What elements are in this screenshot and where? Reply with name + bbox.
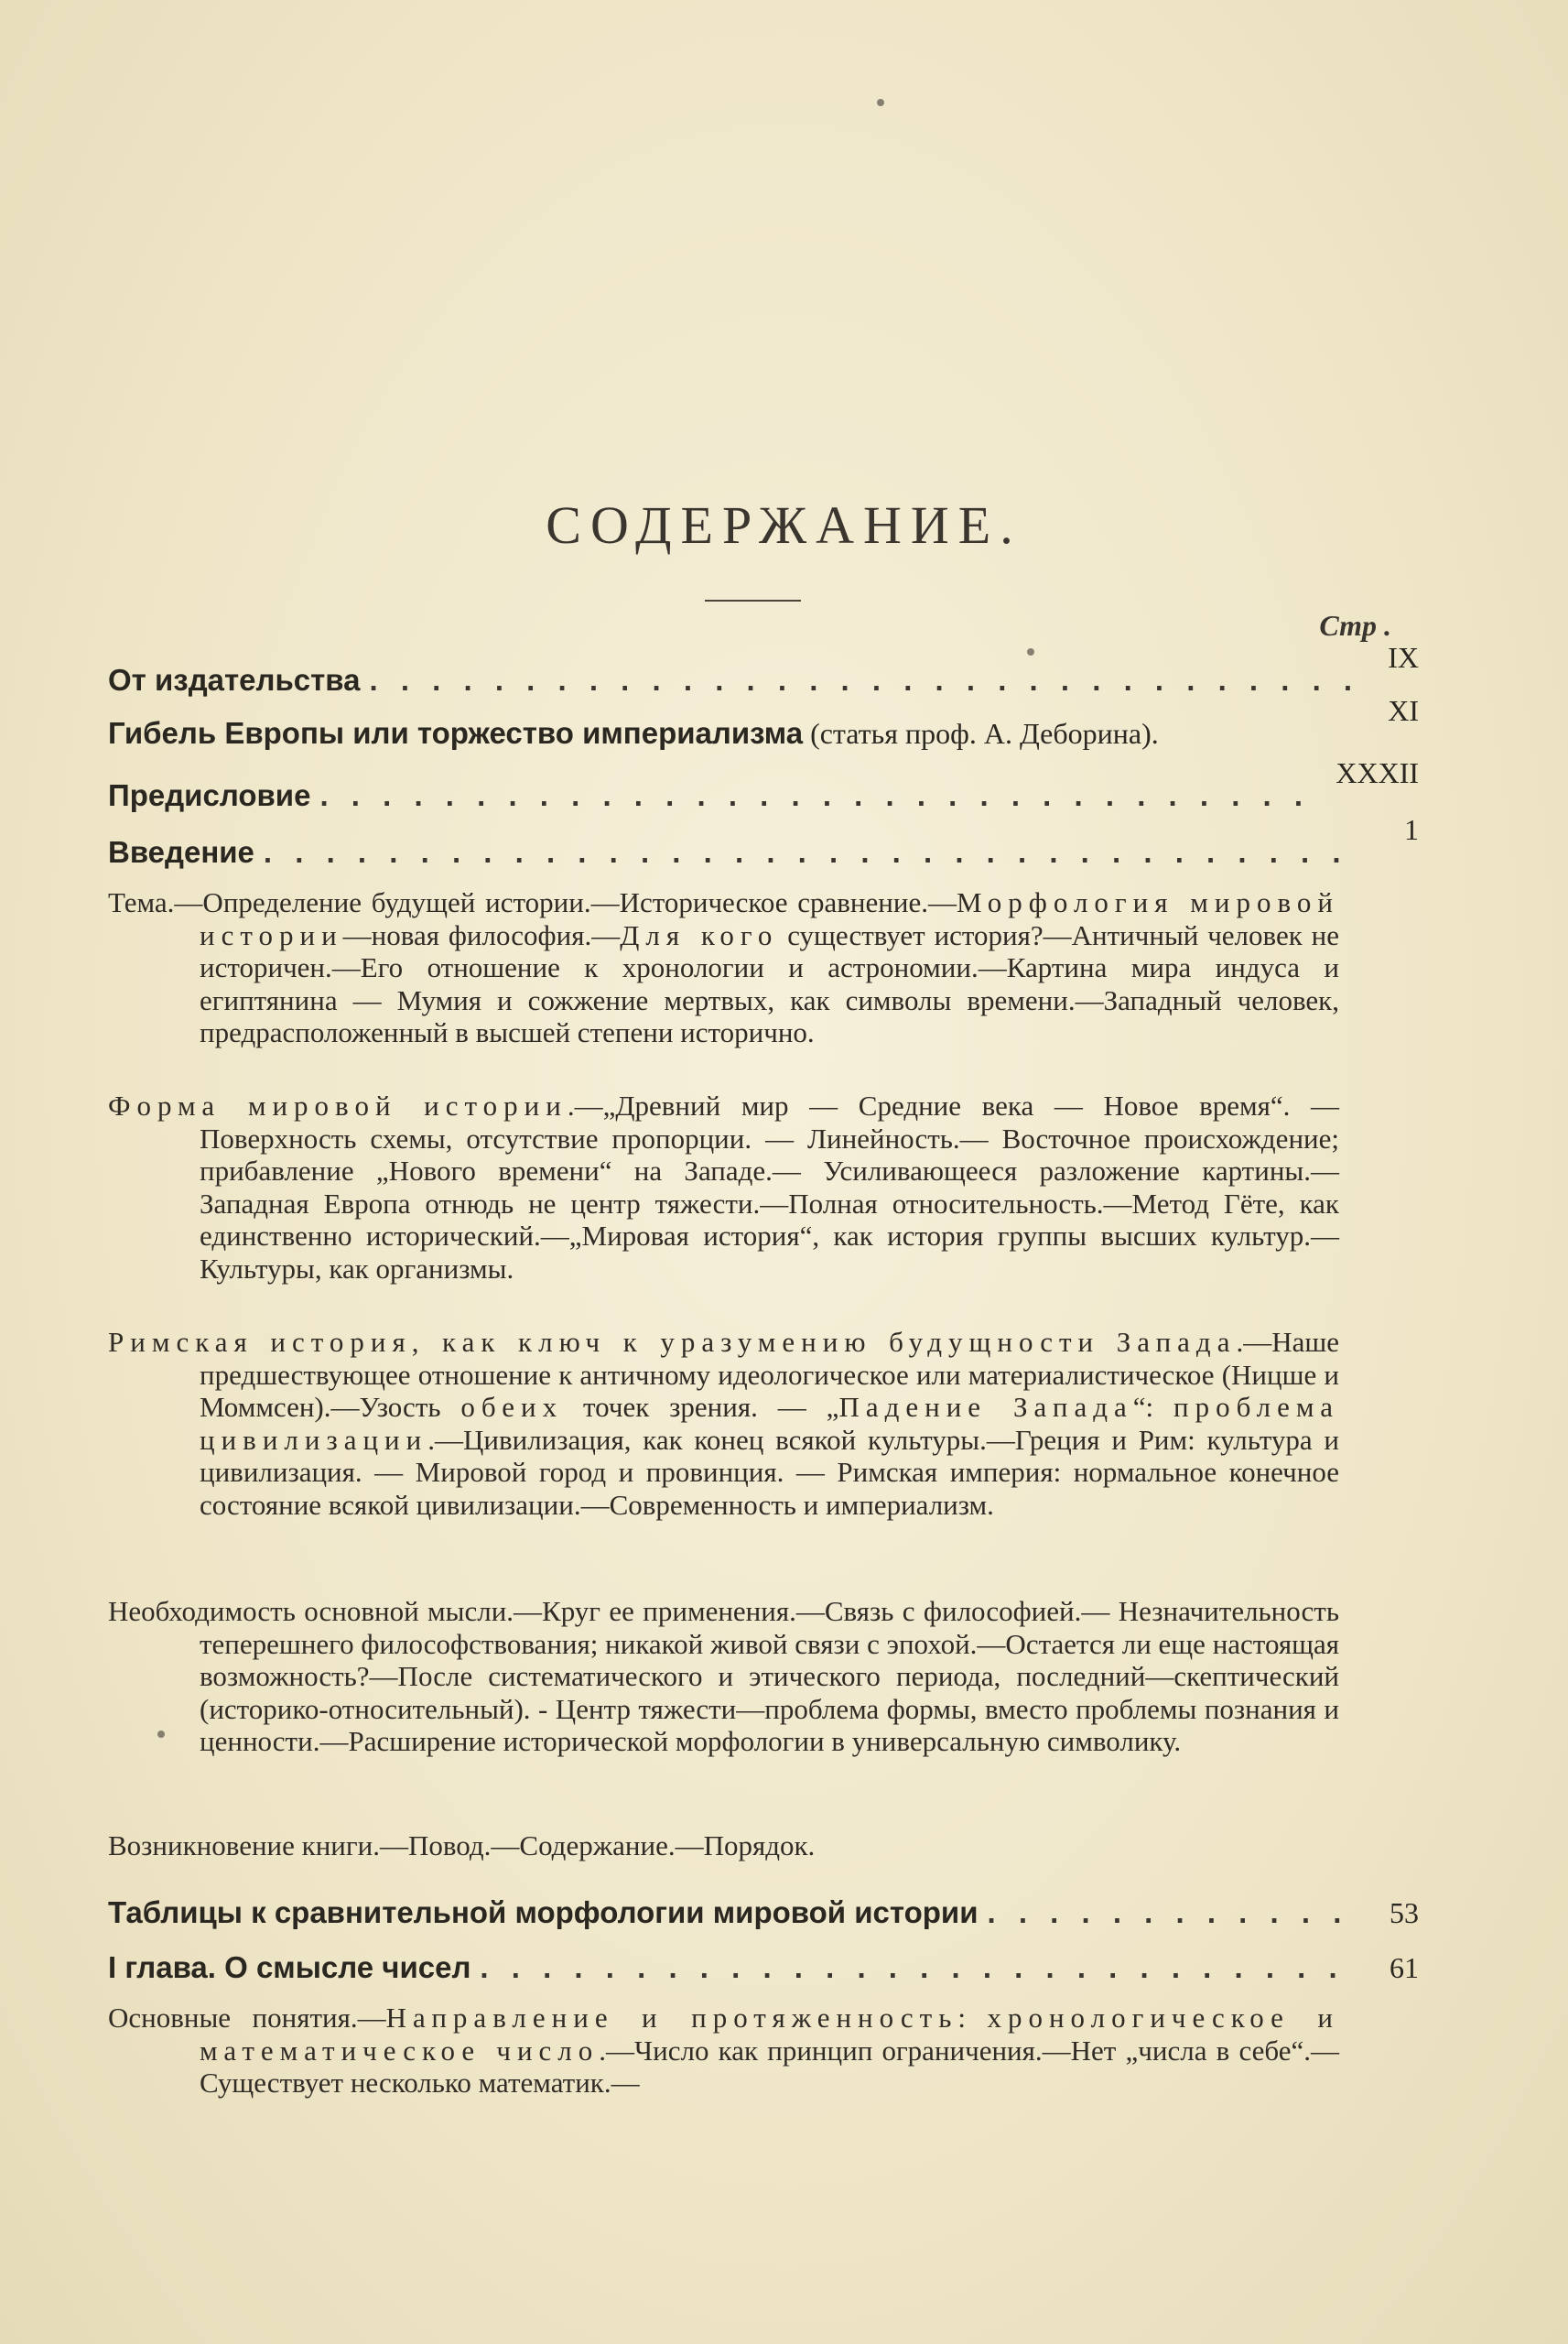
paper-speck bbox=[877, 99, 884, 106]
paper-speck bbox=[1027, 648, 1034, 656]
leader-dots bbox=[480, 1950, 1355, 1985]
leader-dots bbox=[319, 778, 1326, 813]
toc-entry-gibel bbox=[108, 694, 1419, 751]
intro-description-rome: Римская история, как ключ к уразумению будущности Запада.—Наше предшествующее отношение к античному идеологическое или материалистическое (Ницше и Моммсен).—Узость обеих точек зрения. — „Падение Запада“: проблема цивилизации.—Цивилизация, как конец всякой культуры.—Греция и Рим: культура и цивилизация. — Мировой город и провинция. — Римская империя: нормальное конечное состояние всякой цивилизации.—Современность и империализм. bbox=[108, 1326, 1340, 1521]
page-title: СОДЕРЖАНИЕ. bbox=[546, 495, 1022, 555]
toc-entry-publisher bbox=[108, 641, 1419, 698]
toc-entry-label: Введение bbox=[108, 835, 254, 869]
toc-entry-label: Гибель Европы или торжество империализма bbox=[108, 716, 804, 750]
toc-entry-label: Таблицы к сравнительной морфологии мировой истории bbox=[108, 1895, 979, 1929]
toc-entry-intro bbox=[108, 813, 1419, 870]
toc-entry-page: 53 bbox=[1390, 1896, 1419, 1929]
toc-entry-page: XXXII bbox=[1336, 756, 1419, 789]
chapter1-description: Основные понятия.—Направление и протяженность: хронологическое и математическое число.—Число как принцип ограничения.—Нет „числа в себе“.—Существует несколько математик.— bbox=[108, 2002, 1339, 2099]
intro-description-origin: Возникновение книги.—Повод.—Содержание.—Порядок. bbox=[108, 1829, 816, 1861]
toc-entry-label: I глава. О смысле чисел bbox=[108, 1950, 471, 1984]
intro-description-form: Форма мировой истории.—„Древний мир — Средние века — Новое время“. — Поверхность схемы, отсутствие пропорции. — Линейность.— Восточное происхождение; прибавление „Нового времени“ на Западе.— Усиливающееся разложение картины.—Западная Европа отнюдь не центр тяжести.—Полная относительность.—Метод Гёте, как единственно исторический.—„Мировая история“, как история группы высших культур.— Культуры, как организмы. bbox=[108, 1090, 1339, 1285]
intro-description-theme: Тема.—Определение будущей истории.—Историческое сравнение.—Морфология мировой истории—новая философия.—Для кого существует история?—Античный человек не историчен.—Его отношение к хронологии и астрономии.—Картина мира индуса и египтянина — Мумия и сожжение мертвых, как символы времени.—Западный человек, предрасположенный в высшей степени исторично. bbox=[108, 886, 1339, 1048]
toc-entry-page: 61 bbox=[1390, 1951, 1419, 1984]
toc-entry-tables bbox=[108, 1884, 1419, 1930]
leader-dots bbox=[987, 1895, 1355, 1930]
toc-entry-subtitle: (статья проф. А. Деборина). bbox=[810, 717, 1159, 750]
paper-speck bbox=[157, 1731, 165, 1738]
intro-description-necessity: Необходимость основной мысли.—Круг ее применения.—Связь с философией.— Незначительность теперешнего философствования; никакой живой связи с эпохой.—Остается ли еще настоящая возможность?—После систематического и этического периода, последний—скептический (историко-относительный). - Центр тяжести—проблема формы, вместо проблемы познания и ценности.—Расширение исторической морфологии в универсальную символику. bbox=[108, 1595, 1339, 1757]
leader-dots bbox=[264, 835, 1355, 870]
toc-entry-label: Предисловие bbox=[108, 778, 311, 812]
toc-entry-chapter1 bbox=[108, 1939, 1419, 1985]
toc-entry-page: XI bbox=[1388, 694, 1419, 727]
toc-entry-page: IX bbox=[1388, 641, 1419, 674]
leader-dots bbox=[369, 663, 1355, 698]
toc-entry-preface bbox=[108, 756, 1419, 813]
page-column-header: Стр . bbox=[1319, 609, 1391, 642]
toc-entry-label: От издательства bbox=[108, 663, 361, 697]
title-divider bbox=[705, 600, 801, 602]
toc-entry-page: 1 bbox=[1404, 813, 1419, 846]
